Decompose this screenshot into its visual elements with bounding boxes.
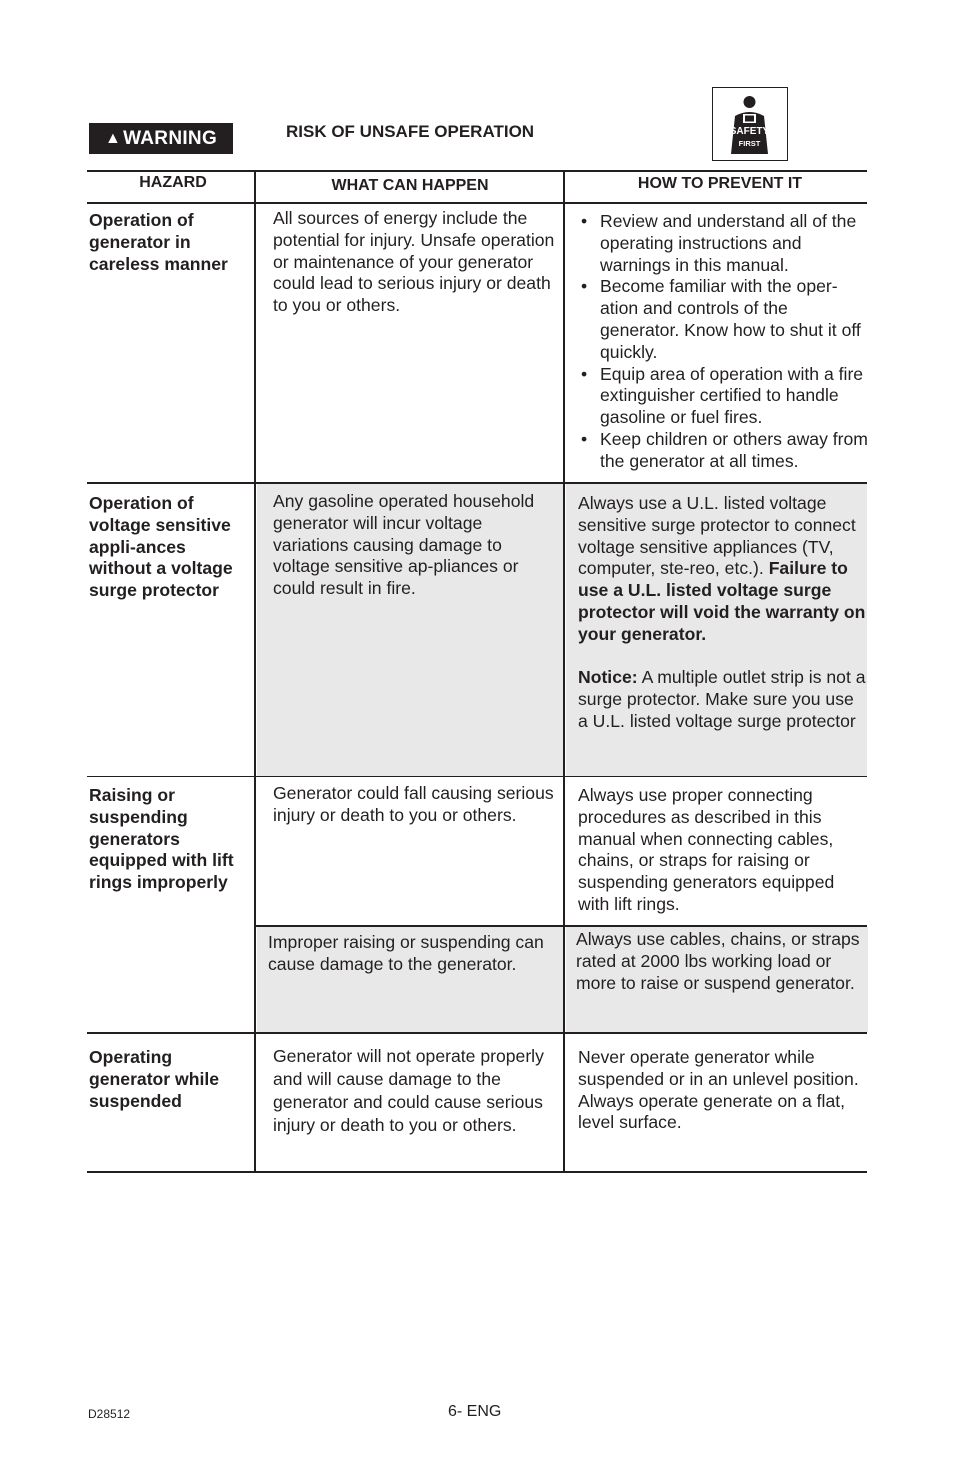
- row5-hazard: Operating generator while suspended: [89, 1047, 220, 1111]
- row2-how-to-prevent: [578, 493, 866, 733]
- column-divider-2: [563, 170, 565, 1173]
- row3-hazard: Raising or suspending generators equipped with lift rings improperly: [89, 785, 234, 893]
- row2-bottom-rule: [87, 776, 867, 777]
- row2-prevent-bold: Failure to use a U.L. listed voltage surge protector will void the warranty on your generator.: [578, 558, 866, 644]
- row2-prevent-text: Always use a U.L. listed voltage sensitive surge protector to connect voltage sensitive appliances (TV, computer, ste-reo, etc.).: [578, 493, 856, 579]
- warning-triangle-icon: ▲: [104, 129, 122, 147]
- page-number: 6- ENG: [448, 1403, 502, 1420]
- row1-prevent-bullet: • Review and understand all of the operating instructions and warnings in this manual.: [578, 211, 868, 276]
- row1-bottom-rule: [87, 482, 867, 484]
- row5-how-to-prevent: Never operate generator while suspended or in an unlevel position. Always operate generate on a flat, level surface.: [578, 1047, 859, 1133]
- row1-hazard: Operation of generator in careless manner: [89, 210, 228, 274]
- table-bottom-rule: [87, 1171, 867, 1173]
- notice-text: A multiple outlet strip is not a surge protector. Make sure you use a U.L. listed voltage surge protector: [578, 667, 866, 731]
- document-number: D28512: [88, 1407, 131, 1421]
- row4-bottom-rule: [87, 1032, 867, 1034]
- page-title: RISK OF UNSAFE OPERATION: [286, 122, 535, 141]
- header-bottom-rule: [87, 202, 867, 204]
- row5-what-can-happen: Generator will not operate properly and will cause damage to the generator and could cause serious injury or death to you or others.: [273, 1046, 544, 1135]
- row2-what-can-happen: Any gasoline operated household generator will incur voltage variations causing damage to voltage sensitive ap-pliances or could result in fire.: [273, 491, 535, 599]
- column-header-hazard: HAZARD: [139, 174, 207, 191]
- row4-what-can-happen: Improper raising or suspending can cause damage to the generator.: [268, 932, 544, 974]
- row1-what-can-happen: All sources of energy include the potential for injury. Unsafe operation or maintenance of your generator could lead to serious injury or death to you or others.: [273, 208, 555, 316]
- row2-hazard: Operation of voltage sensitive appli-ances without a voltage surge protector: [89, 493, 233, 601]
- row1-prevent-bullet: • Equip area of operation with a fire extinguisher certified to handle gasoline or fuel fires.: [578, 364, 868, 429]
- safety-icon-text-2: FIRST: [738, 139, 761, 148]
- column-header-what-can-happen: WHAT CAN HAPPEN: [331, 177, 489, 194]
- table-top-rule: [87, 170, 867, 172]
- column-header-how-to-prevent: HOW TO PREVENT IT: [637, 175, 803, 192]
- row3-bottom-rule: [255, 925, 867, 927]
- safety-icon-text-1: SAFETY: [729, 126, 770, 137]
- row1-prevent-bullet: • Keep children or others away from the generator at all times.: [578, 429, 868, 473]
- row4-how-to-prevent: Always use cables, chains, or straps rated at 2000 lbs working load or more to raise or suspend generator.: [576, 929, 860, 993]
- row3-what-can-happen: Generator could fall causing serious injury or death to you or others.: [273, 783, 554, 825]
- warning-badge: [89, 123, 233, 154]
- row1-how-to-prevent: [578, 211, 868, 473]
- row1-prevent-bullet: • Become familiar with the oper-ation and controls of the generator. Know how to shut it off quickly.: [578, 276, 868, 363]
- row3-how-to-prevent: Always use proper connecting procedures as described in this manual when connecting cables, chains, or straps for raising or suspending generators equipped with lift rings.: [578, 785, 835, 914]
- notice-label: Notice:: [578, 667, 638, 688]
- warning-label: WARNING: [123, 127, 218, 149]
- safety-first-icon: [712, 87, 788, 161]
- column-divider-1: [254, 170, 256, 1173]
